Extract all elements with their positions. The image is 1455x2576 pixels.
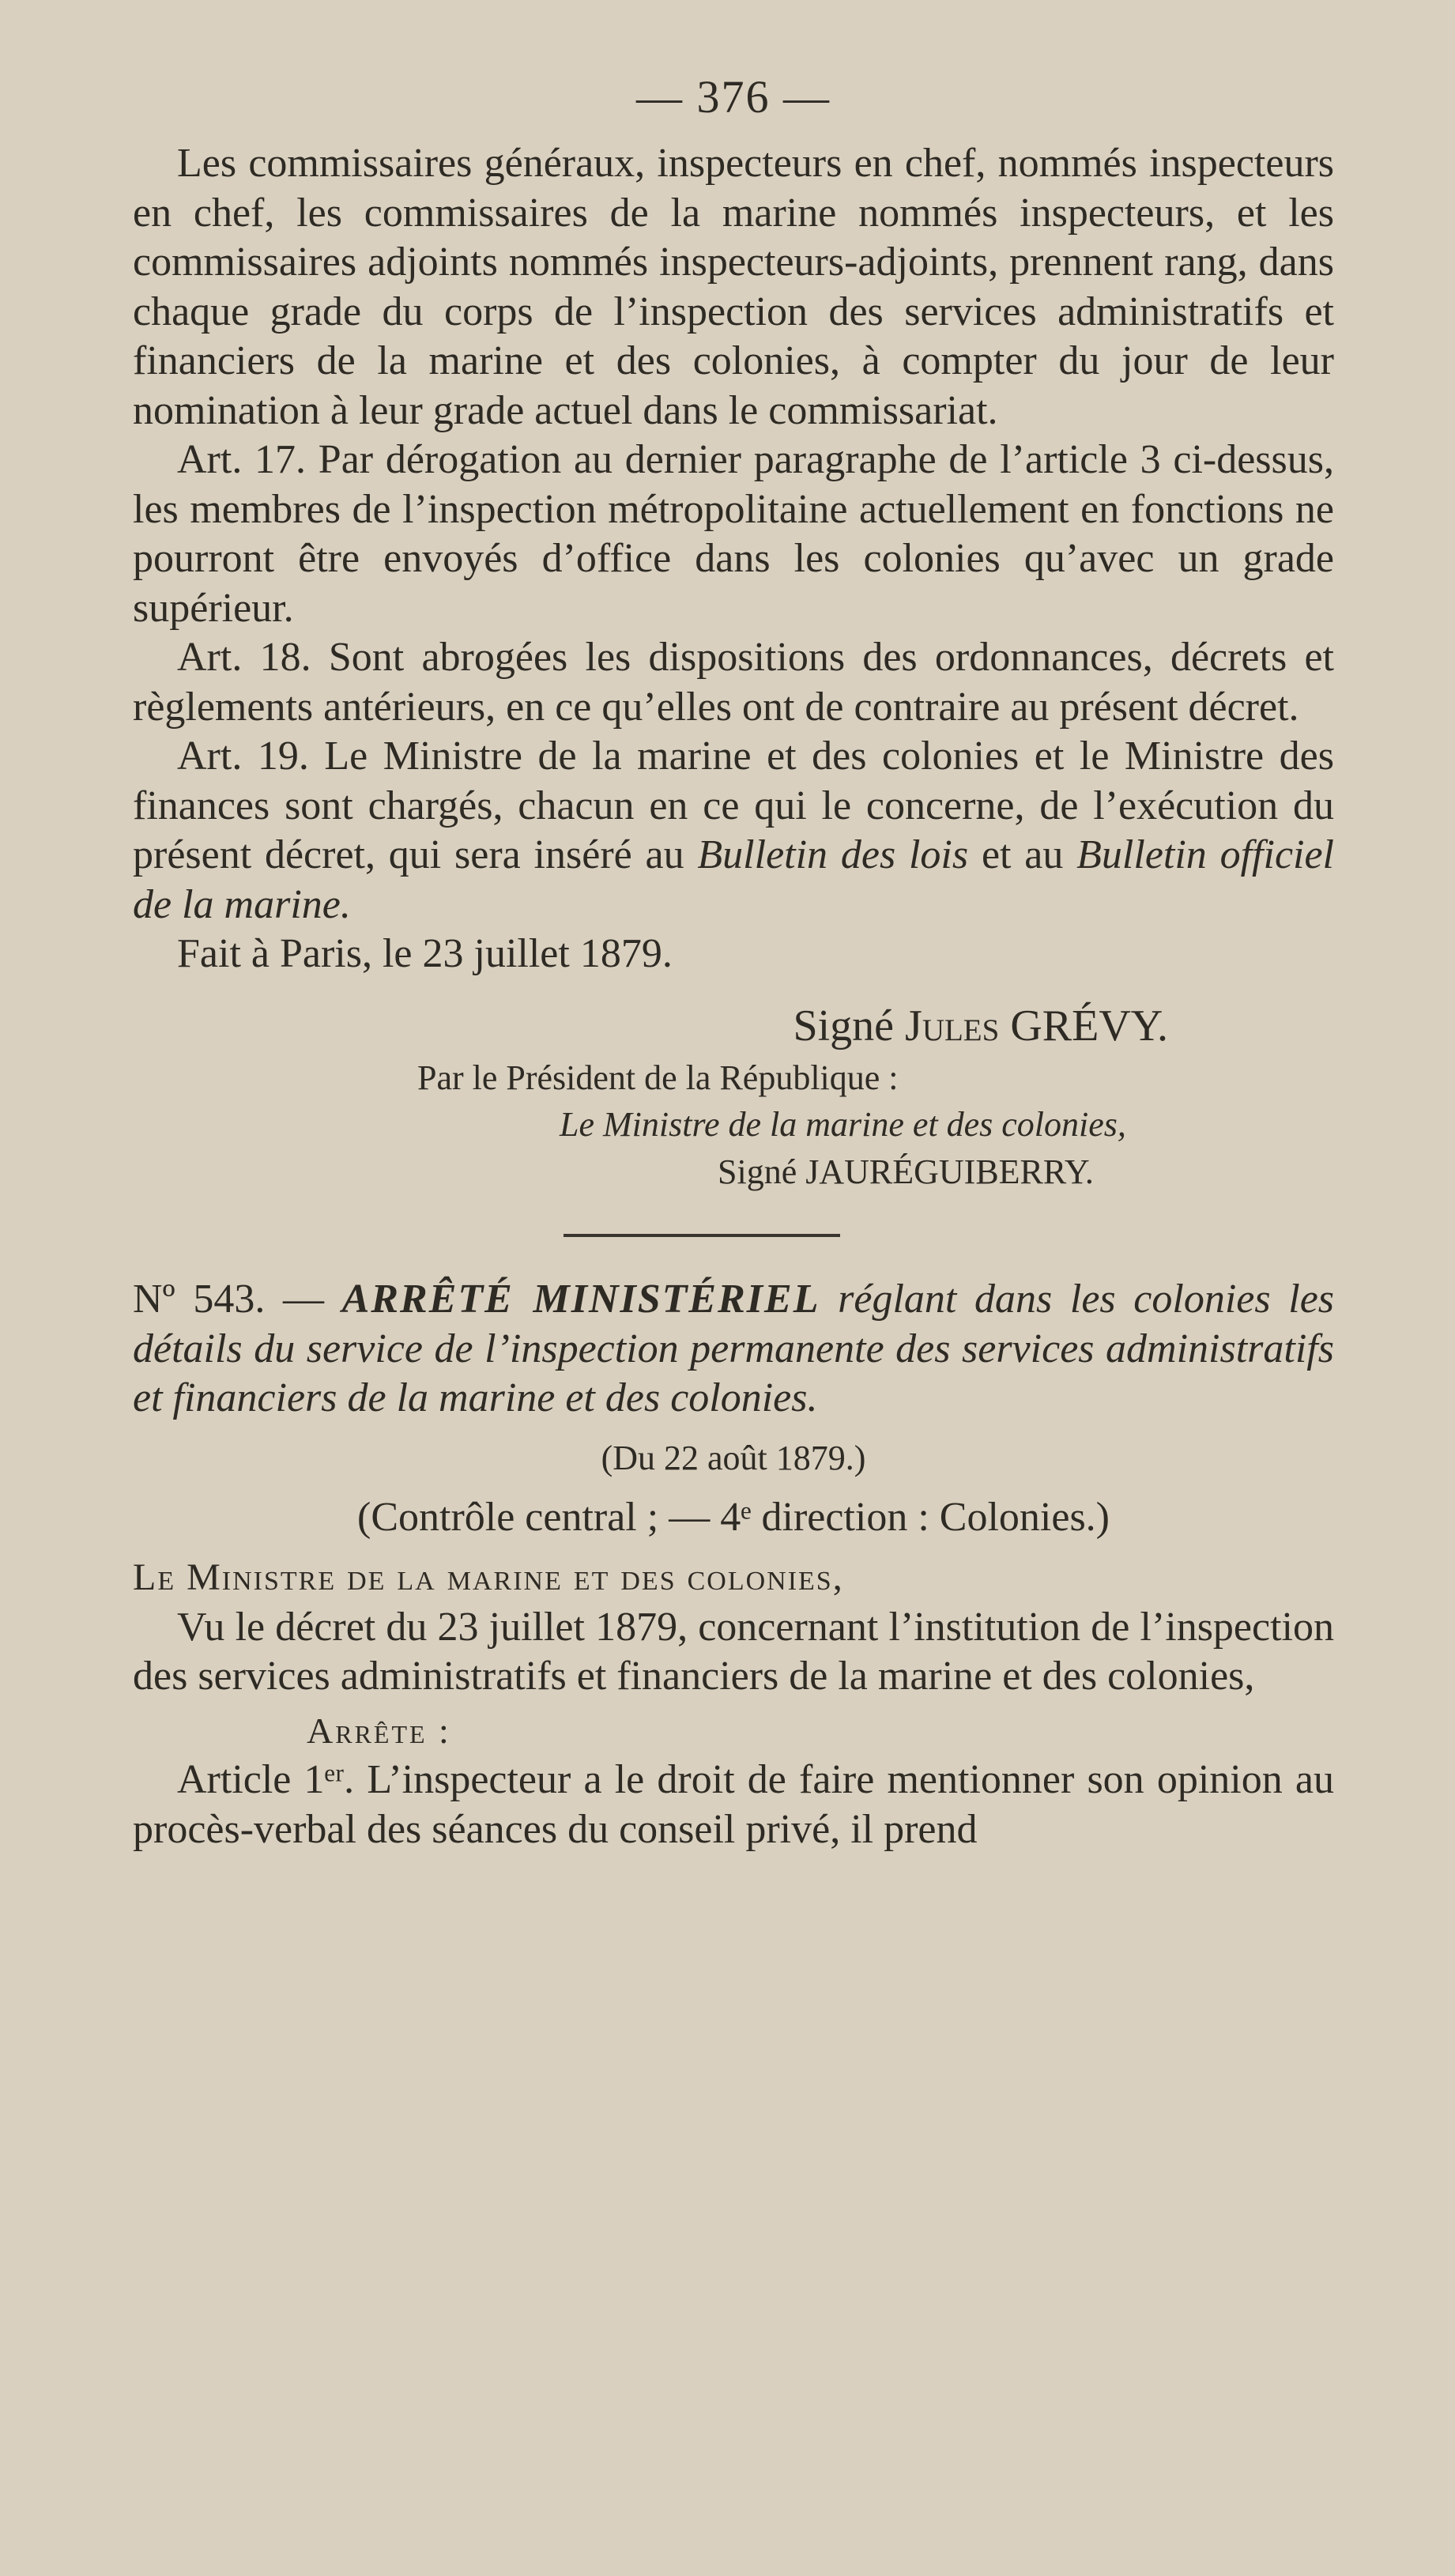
signature-grevy xyxy=(133,1001,1334,1051)
signature-prefix: Signé xyxy=(793,1001,895,1050)
arrete-number: Nº 543. — xyxy=(133,1277,324,1322)
article-19-conjunction: et au xyxy=(981,832,1064,877)
document-page xyxy=(133,71,1334,1854)
fait-a-paris: Fait à Paris, le 23 juillet 1879. xyxy=(177,931,673,976)
article-19-text: Art. 19. Le Ministre de la marine et des colonies et le Ministre des finances sont chargés, chacun en ce qui le concerne, de l’exécution du présent décret, qui sera inséré au xyxy=(133,734,1334,877)
controle-central: (Contrôle central ; — 4ᵉ direction : Colonies.) xyxy=(357,1494,1110,1540)
arrete-label: Arrête : xyxy=(307,1710,451,1751)
arrete-title-rest: réglant dans les colonies les détails du service de l’inspection permanente des services administratifs et financiers de la marine et des colonies. xyxy=(133,1277,1335,1420)
bulletin-des-lois: Bulletin des lois xyxy=(697,832,969,877)
arrete-date: (Du 22 août 1879.) xyxy=(601,1438,866,1477)
arrete-title-caps: ARRÊTÉ MINISTÉRIEL xyxy=(341,1277,820,1322)
par-le-president: Par le Président de la République : xyxy=(417,1058,899,1097)
article-1: Article 1ᵉʳ. L’inspecteur a le droit de faire mentionner son opinion au procès-verbal des séances du conseil privé, il prend xyxy=(133,1757,1334,1852)
vu-le-decret: Vu le décret du 23 juillet 1879, concernant l’institution de l’inspection des services administratifs et financiers de la marine et des colonies, xyxy=(133,1604,1334,1699)
arrete-title xyxy=(133,1275,1334,1424)
ministre-marine-line: Le Ministre de la marine et des colonies, xyxy=(560,1105,1126,1144)
article-17: Art. 17. Par dérogation au dernier paragraphe de l’article 3 ci-dessus, les membres de l’inspection métropolitaine actuellement en fonctions ne pourront être envoyés d’office dans les colonies qu’avec un grade supérieur. xyxy=(133,437,1334,631)
article-18: Art. 18. Sont abrogées les dispositions des ordonnances, décrets et règlements antérieurs, en ce qu’elles ont de contraire au présent décret. xyxy=(133,635,1334,730)
article-19 xyxy=(133,732,1334,930)
bulletin-officiel-marine: Bulletin officiel de la marine. xyxy=(133,832,1335,927)
ministre-heading: Le Ministre de la marine et des colonies, xyxy=(133,1556,844,1598)
page-number: — 376 — xyxy=(636,71,831,123)
signature-jaureguiberry: Signé JAURÉGUIBERRY. xyxy=(718,1152,1094,1191)
signature-name: Jules GRÉVY. xyxy=(905,1001,1168,1050)
paragraph-commissaires: Les commissaires généraux, inspecteurs en chef, nommés inspecteurs en chef, les commissaires de la marine nommés inspecteurs, et les commissaires adjoints nommés inspecteurs-adjoints, prennent rang, dans chaque grade du corps de l’inspection des services administratifs et financiers de la marine et des colonies, à compter du jour de leur nomination à leur grade actuel dans le commissariat. xyxy=(133,141,1334,433)
section-divider xyxy=(564,1234,840,1237)
